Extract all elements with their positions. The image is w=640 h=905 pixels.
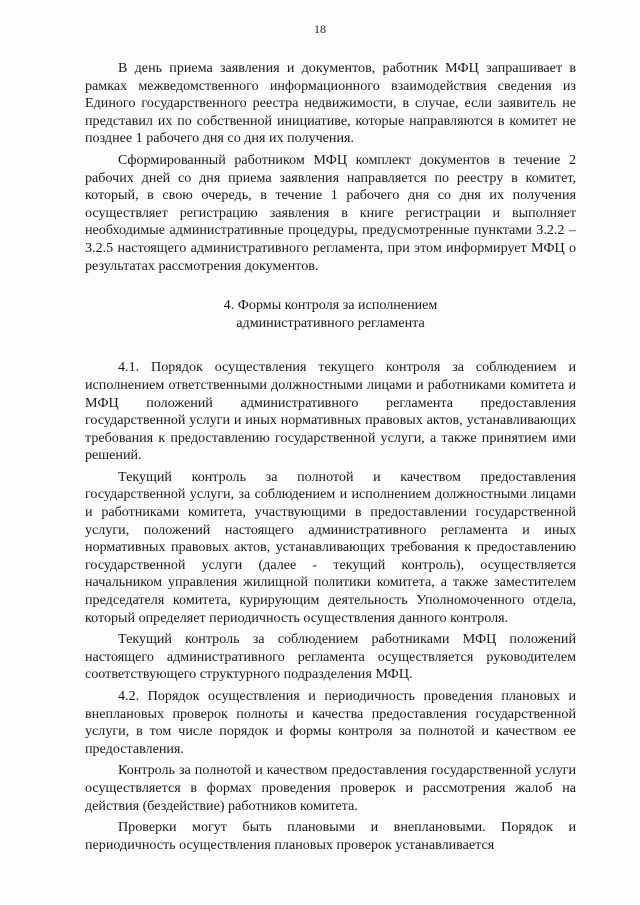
paragraph-interagency-request: В день приема заявления и документов, работник МФЦ запрашивает в рамках межведомственного информационного взаимодействия сведения из Единого государственного реестра недвижимости, в случае, если заявитель не представил их по собственной инициативе, которые направляются в комитет не позднее 1 рабочего дня со дня их получения. — [85, 60, 576, 147]
paragraph-document-package: Сформированный работником МФЦ комплект документов в течение 2 рабочих дней со дня приема заявления направляется по реестру в комитет, который, в свою очередь, в течение 1 рабочего дня со дня их получения осуществляет регистрацию заявления в книге регистрации и выполняет необходимые административные процедуры, предусмотренные пунктами 3.2.2 – 3.2.5 настоящего административного регламента, при этом информирует МФЦ о результатах рассмотрения документов. — [85, 151, 576, 274]
document-body — [85, 60, 576, 858]
paragraph-4-2: 4.2. Порядок осуществления и периодичность проведения плановых и внеплановых проверок полноты и качества предоставления государственной услуги, в том числе порядок и формы контроля за полнотой и качеством ее предоставления. — [85, 688, 576, 757]
paragraph-inspections: Проверки могут быть плановыми и внеплановыми. Порядок и периодичность осуществления плановых проверок устанавливается — [85, 819, 576, 853]
paragraph-mfc-control: Текущий контроль за соблюдением работниками МФЦ положений настоящего административного регламента осуществляется руководителем соответствующего структурного подразделения МФЦ. — [85, 631, 576, 683]
section-heading-line-1: 4. Формы контроля за исполнением — [223, 297, 438, 314]
section-heading-line-2: административного регламента — [236, 314, 425, 331]
section-heading — [85, 297, 576, 332]
paragraph-control-forms: Контроль за полнотой и качеством предоставления государственной услуги осуществляется в формах проведения проверок и рассмотрения жалоб на действия (бездействие) работников комитета. — [85, 762, 576, 814]
paragraph-current-control: Текущий контроль за полнотой и качеством предоставления государственной услуги, за соблюдением и исполнением должностными лицами и работниками комитета, участвующими в предоставлении государственной услуги, положений настоящего административного регламента и иных нормативных правовых актов, устанавливающих требования к предоставлению государственной услуги (далее - текущий контроль), осуществляется начальником управления жилищной политики комитета, а также заместителем председателя комитета, курирующим деятельность Уполномоченного отдела, который определяет периодичность осуществления данного контроля. — [85, 468, 576, 626]
page-number: 18 — [314, 22, 326, 36]
paragraph-4-1: 4.1. Порядок осуществления текущего контроля за соблюдением и исполнением ответственными должностными лицами и работниками комитета и МФЦ положений административного регламента предоставления государственной услуги и иных нормативных правовых актов, устанавливающих требования к предоставлению государственной услуги, а также принятием ими решений. — [85, 359, 576, 464]
